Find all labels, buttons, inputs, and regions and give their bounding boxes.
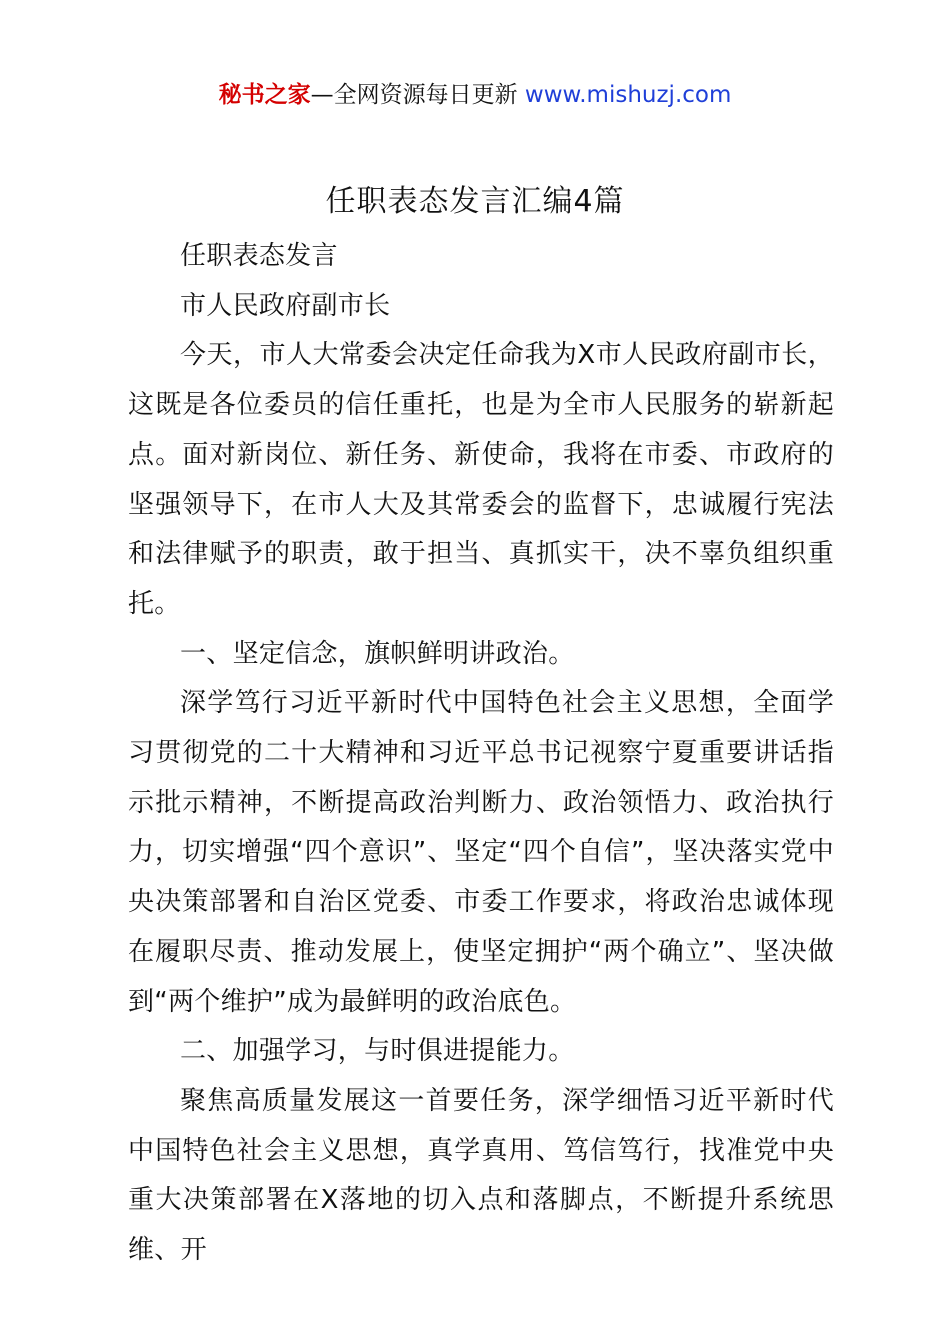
document-title: 任职表态发言汇编4篇 — [325, 184, 625, 219]
site-header — [0, 78, 950, 112]
body-paragraph: 深学笃行习近平新时代中国特色社会主义思想，全面学习贯彻党的二十大精神和习近平总书记视察宁夏重要讲话指示批示精神，不断提高政治判断力、政治领悟力、政治执行力，切实增强“四个意识”、坚定“四个自信”，坚决落实党中央决策部署和自治区党委、市委工作要求，将政治忠诚体现在履职尽责、推动发展上，使坚定拥护“两个确立”、坚决做到“两个维护”成为最鲜明的政治底色。 — [128, 688, 834, 1017]
speaker-title: 市人民政府副市长 — [180, 290, 391, 321]
section-heading: 一、坚定信念，旗帜鲜明讲政治。 — [180, 638, 575, 669]
body-paragraph: 今天，市人大常委会决定任命我为X市人民政府副市长，这既是各位委员的信任重托，也是为全市人民服务的崭新起点。面对新岗位、新任务、新使命，我将在市委、市政府的坚强领导下，在市人大及其常委会的监督下，忠诚履行宪法和法律赋予的职责，敢于担当、真抓实干，决不辜负组织重托。 — [128, 340, 834, 619]
section-heading: 二、加强学习，与时俱进提能力。 — [180, 1036, 575, 1067]
site-tagline: —全网资源每日更新 — [310, 82, 525, 108]
body-paragraph: 聚焦高质量发展这一首要任务，深学细悟习近平新时代中国特色社会主义思想，真学真用、笃信笃行，找准党中央重大决策部署在X落地的切入点和落脚点，不断提升系统思维、开 — [128, 1085, 834, 1266]
site-brand: 秘书之家 — [218, 82, 311, 108]
site-url-link[interactable]: www.mishuzj.com — [524, 82, 732, 108]
section-title: 任职表态发言 — [180, 241, 338, 271]
document-body — [128, 232, 834, 1276]
